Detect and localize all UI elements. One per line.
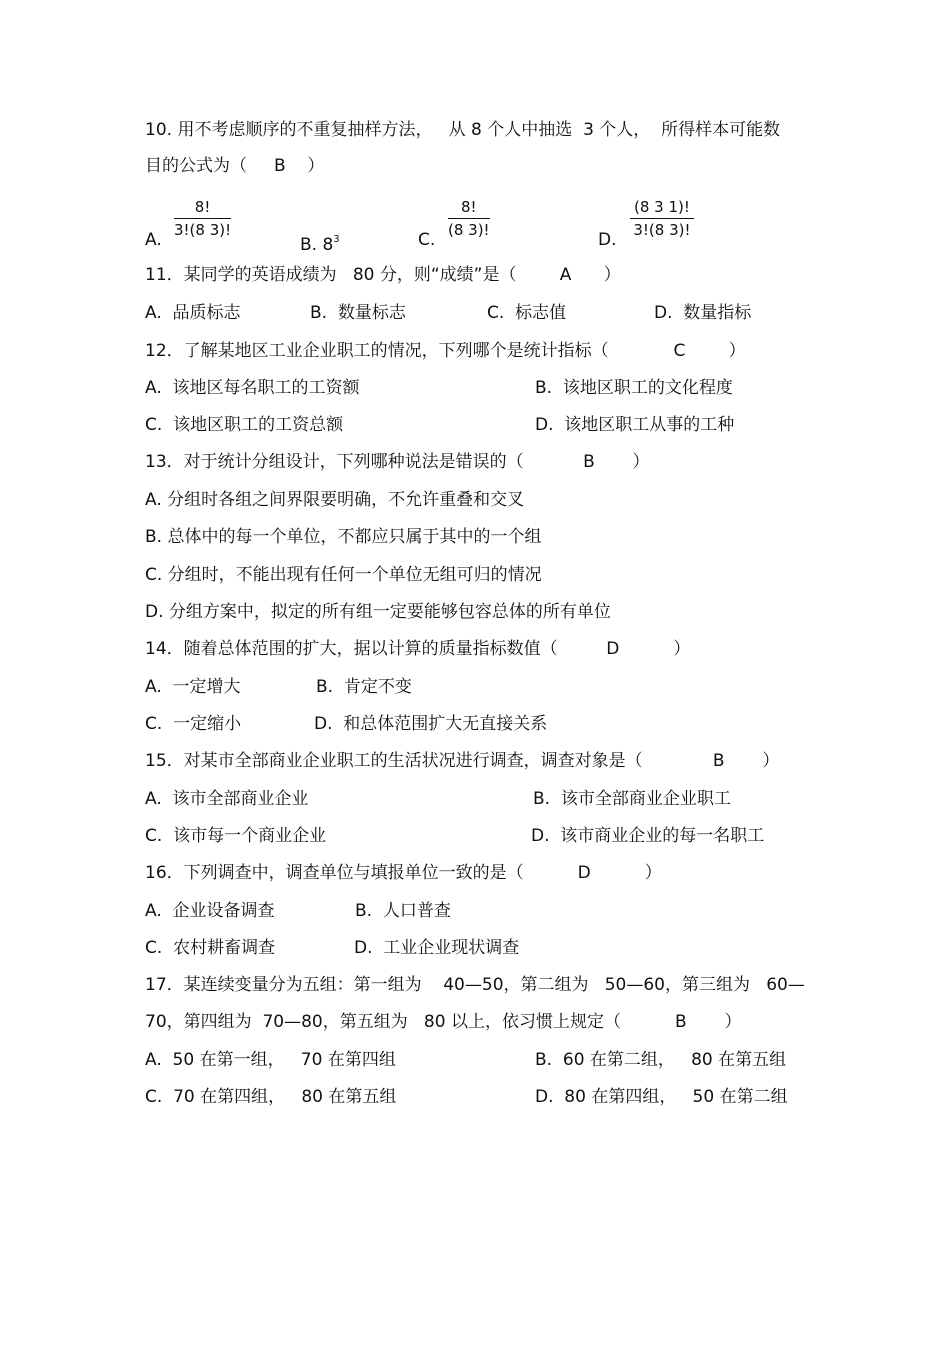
q14-option-b: B. 肯定不变 (316, 677, 412, 697)
q17-option-a: A. 50 在第一组， 70 在第四组 (145, 1050, 396, 1070)
q14-option-a: A. 一定增大 (145, 677, 241, 697)
q10-option-b-label: B. 8 (300, 235, 334, 255)
q10-stem-line1: 10. 用不考虑顺序的不重复抽样方法， 从 8 个人中抽选 3 个人， 所得样本可能数 (145, 120, 781, 140)
q14-option-d: D. 和总体范围扩大无直接关系 (314, 714, 548, 734)
q15-option-c: C. 该市每一个商业企业 (145, 826, 327, 846)
q10-stem-line2 (145, 155, 324, 177)
q15-option-a: A. 该市全部商业企业 (145, 789, 309, 809)
q10-option-b (300, 229, 340, 256)
q10-option-c-label: C. (418, 230, 436, 250)
q11-option-a: A. 品质标志 (145, 303, 241, 323)
q12-option-b: B. 该地区职工的文化程度 (535, 378, 733, 398)
q11-option-b: B. 数量标志 (310, 303, 406, 323)
q12-option-d: D. 该地区职工从事的工种 (535, 415, 735, 435)
q10-option-c-denominator: (8 3)! (448, 221, 490, 239)
q10-option-d-denominator: 3!(8 3)! (633, 221, 691, 239)
q10-option-c-formula (448, 198, 490, 239)
q10-option-a-label: A. (145, 230, 162, 250)
q11-option-d: D. 数量指标 (654, 303, 752, 323)
q15-option-d: D. 该市商业企业的每一名职工 (531, 826, 765, 846)
q13-option-d: D. 分组方案中，拟定的所有组一定要能够包容总体的所有单位 (145, 602, 611, 622)
q16-option-d: D. 工业企业现状调查 (354, 938, 520, 958)
q16-option-c: C. 农村耕畜调查 (145, 938, 276, 958)
q13-option-a: A. 分组时各组之间界限要明确，不允许重叠和交叉 (145, 490, 525, 510)
q10-option-b-exponent: 3 (333, 234, 340, 245)
q17-option-d: D. 80 在第四组， 50 在第二组 (535, 1087, 788, 1107)
q15-option-b: B. 该市全部商业企业职工 (533, 789, 731, 809)
q10-option-d-label: D. (598, 230, 617, 250)
q11-stem: 11．某同学的英语成绩为 80 分，则“成绩”是（ A ） (145, 265, 621, 285)
q12-stem: 12．了解某地区工业企业职工的情况，下列哪个是统计指标（ C ） (145, 341, 746, 361)
q17-stem-line2: 70，第四组为 70—80，第五组为 80 以上，依习惯上规定（ B ） (145, 1012, 742, 1032)
q10-option-d-formula (630, 198, 694, 239)
q12-option-a: A. 该地区每名职工的工资额 (145, 378, 360, 398)
q15-stem: 15．对某市全部商业企业职工的生活状况进行调查，调查对象是（ B ） (145, 751, 780, 771)
q14-stem: 14．随着总体范围的扩大，据以计算的质量指标数值（ D ） (145, 639, 691, 659)
q10-answer: B (274, 156, 286, 176)
q10-option-a-denominator: 3!(8 3)! (174, 221, 232, 239)
q17-option-b: B. 60 在第二组， 80 在第五组 (535, 1050, 787, 1070)
q13-option-b: B. 总体中的每一个单位，不都应只属于其中的一个组 (145, 527, 542, 547)
q17-stem-line1: 17．某连续变量分为五组：第一组为 40—50，第二组为 50—60，第三组为 60— (145, 975, 805, 995)
q10-stem-pre: 目的公式为（ (145, 156, 275, 176)
q10-option-a-numerator: 8! (174, 198, 231, 219)
q12-option-c: C. 该地区职工的工资总额 (145, 415, 344, 435)
q16-stem: 16．下列调查中，调查单位与填报单位一致的是（ D ） (145, 863, 662, 883)
q17-option-c: C. 70 在第四组， 80 在第五组 (145, 1087, 397, 1107)
q13-option-c: C. 分组时，不能出现有任何一个单位无组可归的情况 (145, 565, 542, 585)
q16-option-b: B. 人口普查 (355, 901, 451, 921)
q16-option-a: A. 企业设备调查 (145, 901, 275, 921)
q10-stem-post: ） (285, 156, 325, 176)
q13-stem: 13．对于统计分组设计，下列哪种说法是错误的（ B ） (145, 452, 650, 472)
q10-option-c-numerator: 8! (448, 198, 490, 219)
q10-option-a-formula (174, 198, 231, 239)
q14-option-c: C. 一定缩小 (145, 714, 242, 734)
q11-option-c: C. 标志值 (487, 303, 567, 323)
q10-option-d-numerator: (8 3 1)! (630, 198, 694, 219)
